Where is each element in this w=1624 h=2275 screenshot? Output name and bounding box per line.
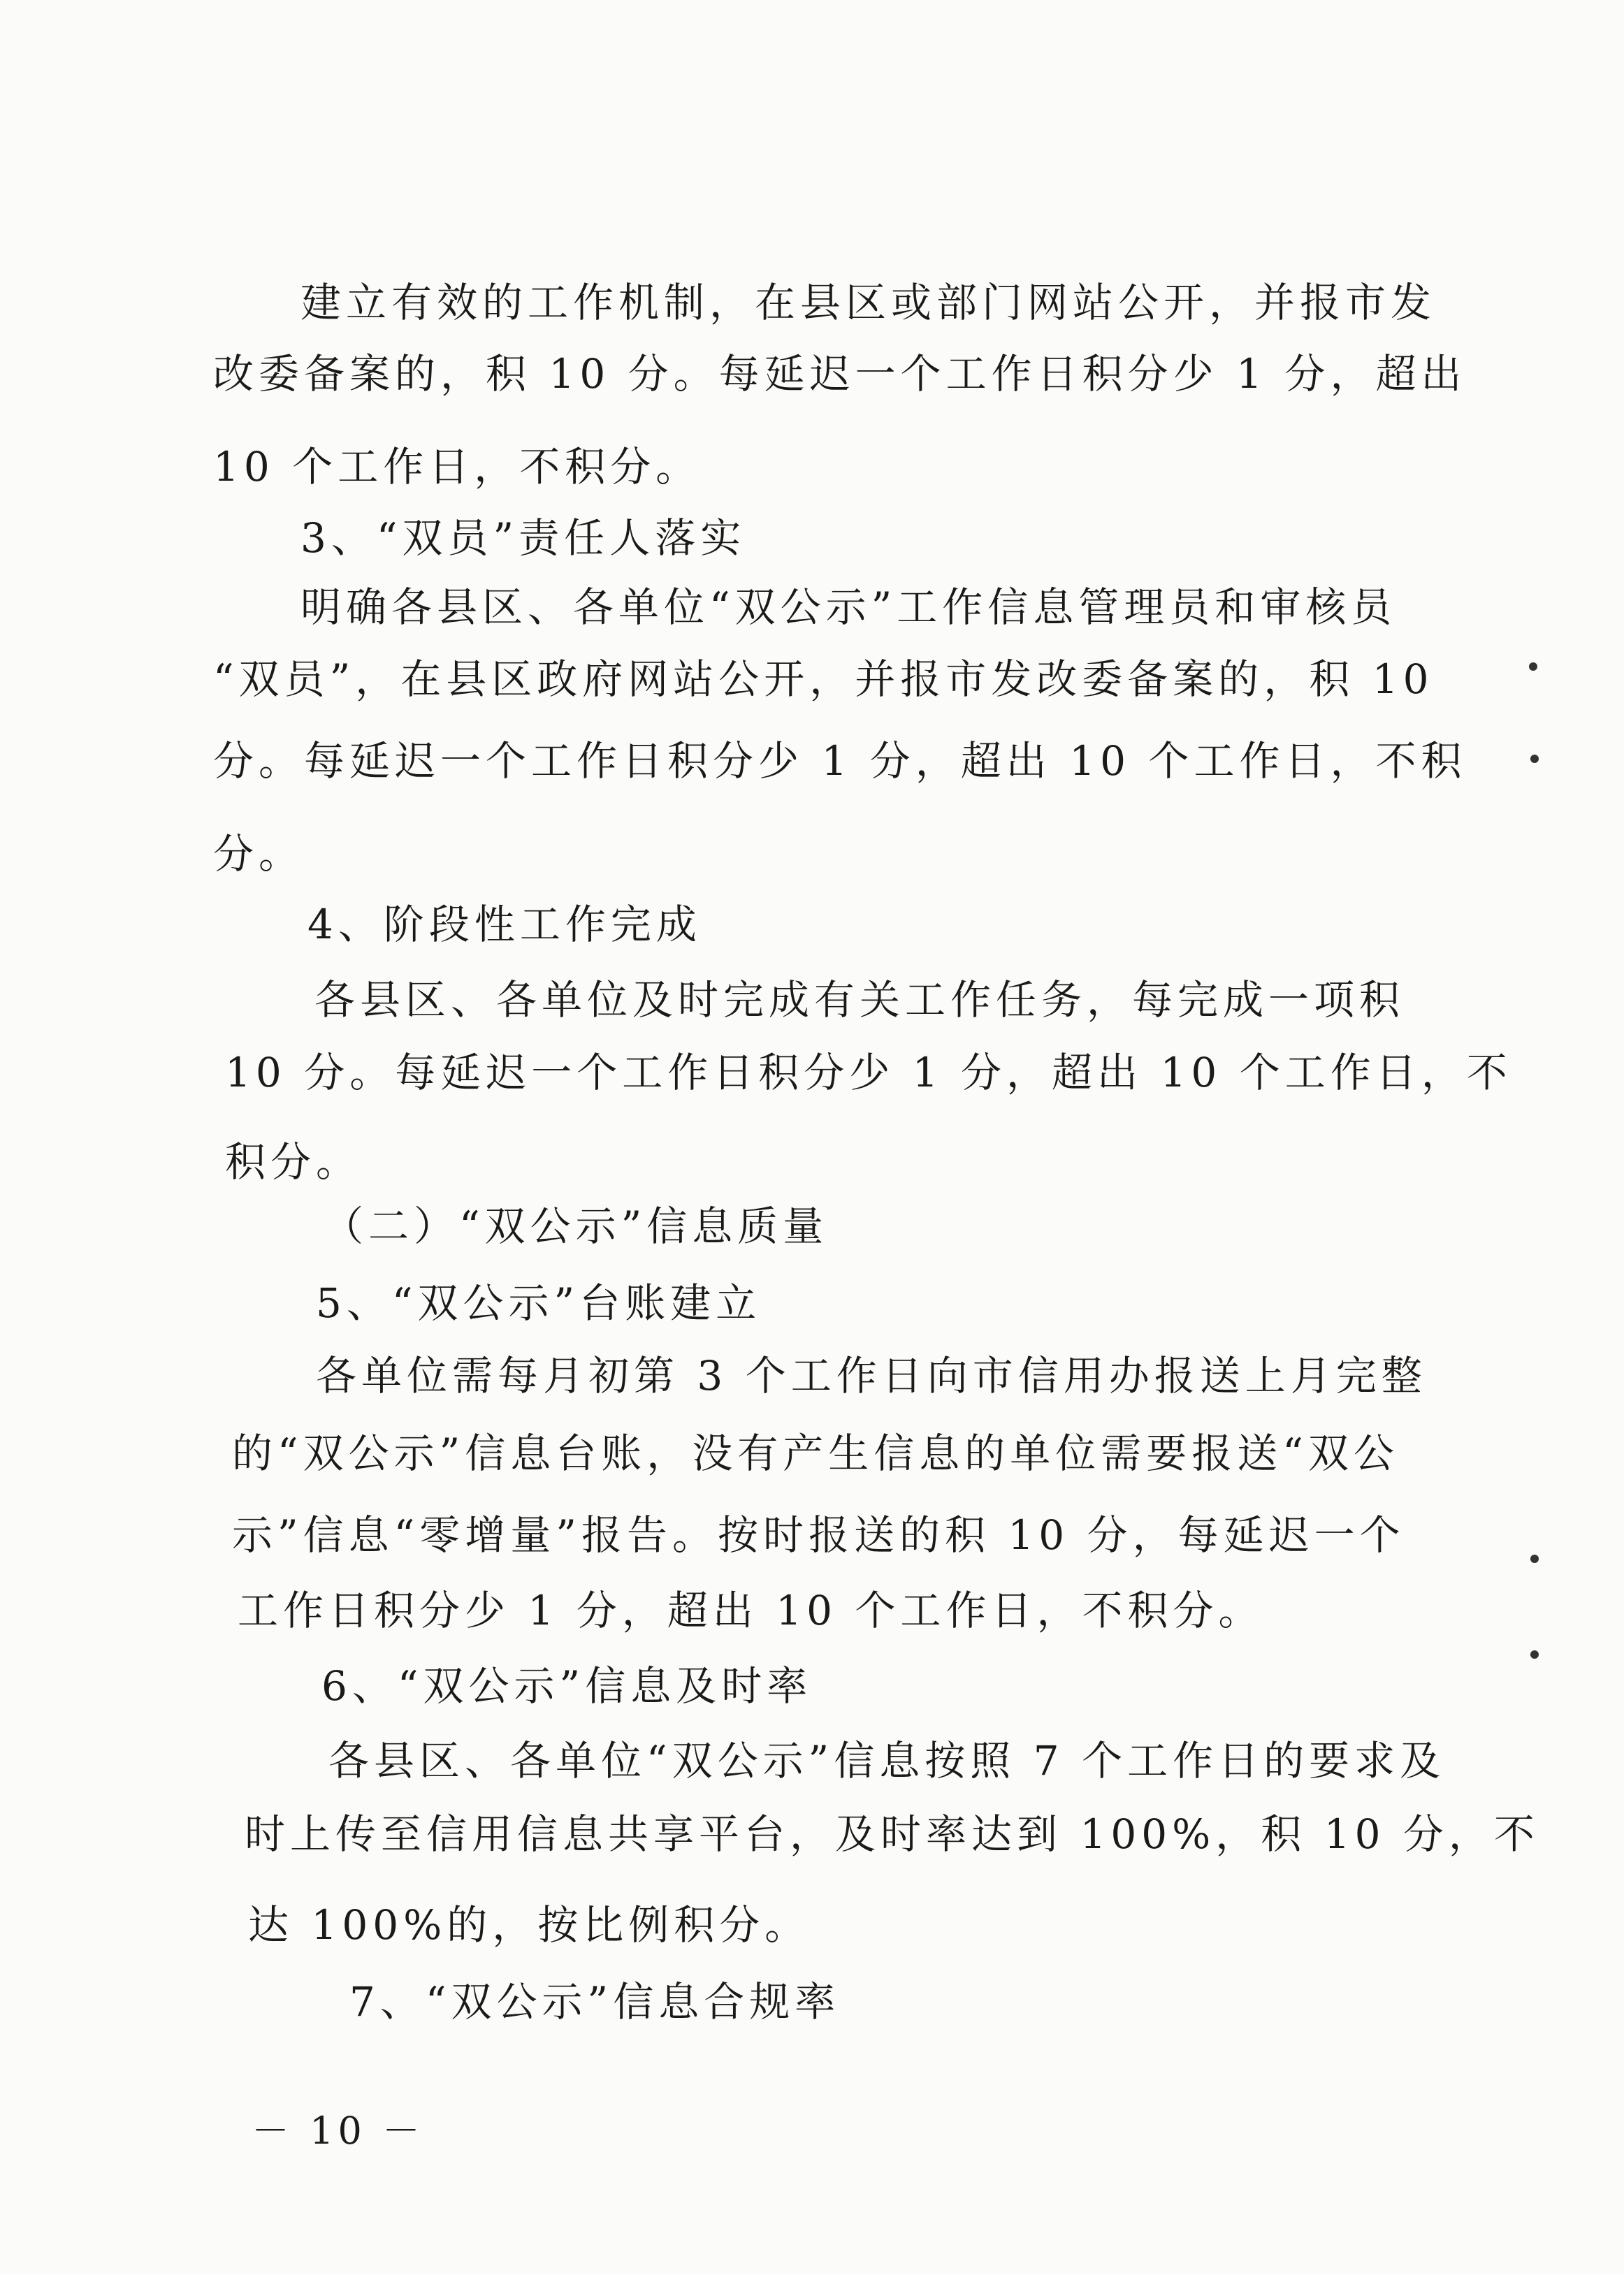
body-line: 积分。 [225, 1138, 362, 1186]
section-heading: 7、“双公示”信息合规率 [349, 1978, 841, 2026]
scan-speck [1529, 662, 1537, 671]
section-heading: 3、“双员”责任人落实 [300, 514, 746, 562]
body-line: 分。每延迟一个工作日积分少 1 分，超出 10 个工作日，不积 [213, 737, 1467, 785]
page-number: － 10 － [252, 2109, 425, 2153]
subsection-heading: （二）“双公示”信息质量 [323, 1202, 829, 1250]
body-line: 各单位需每月初第 3 个工作日向市信用办报送上月完整 [316, 1352, 1427, 1400]
body-line: 明确各县区、各单位“双公示”工作信息管理员和审核员 [300, 583, 1397, 631]
body-line: 各县区、各单位及时完成有关工作任务，每完成一项积 [314, 976, 1405, 1024]
body-line: “双员”，在县区政府网站公开，并报市发改委备案的，积 10 [213, 655, 1434, 703]
scan-speck [1530, 1650, 1539, 1659]
body-line: 各县区、各单位“双公示”信息按照 7 个工作日的要求及 [328, 1737, 1446, 1785]
scan-speck [1530, 755, 1539, 763]
body-line: 的“双公示”信息台账，没有产生信息的单位需要报送“双公 [232, 1430, 1399, 1477]
body-line: 工作日积分少 1 分，超出 10 个工作日，不积分。 [238, 1587, 1264, 1634]
body-line: 示”信息“零增量”报告。按时报送的积 10 分，每延迟一个 [232, 1511, 1405, 1559]
body-line: 改委备案的，积 10 分。每延迟一个工作日积分少 1 分，超出 [213, 350, 1467, 398]
body-line: 建立有效的工作机制，在县区或部门网站公开，并报市发 [300, 279, 1437, 326]
body-line: 分。 [213, 830, 305, 878]
scan-speck [1530, 1555, 1539, 1563]
section-heading: 4、阶段性工作完成 [307, 901, 702, 948]
section-heading: 6、“双公示”信息及时率 [321, 1662, 813, 1710]
section-heading: 5、“双公示”台账建立 [316, 1279, 762, 1327]
body-line: 10 分。每延迟一个工作日积分少 1 分，超出 10 个工作日，不 [225, 1049, 1512, 1096]
body-line: 达 100%的，按比例积分。 [248, 1901, 811, 1949]
body-line: 时上传至信用信息共享平台，及时率达到 100%，积 10 分，不 [245, 1810, 1539, 1858]
body-line: 10 个工作日，不积分。 [213, 443, 702, 490]
